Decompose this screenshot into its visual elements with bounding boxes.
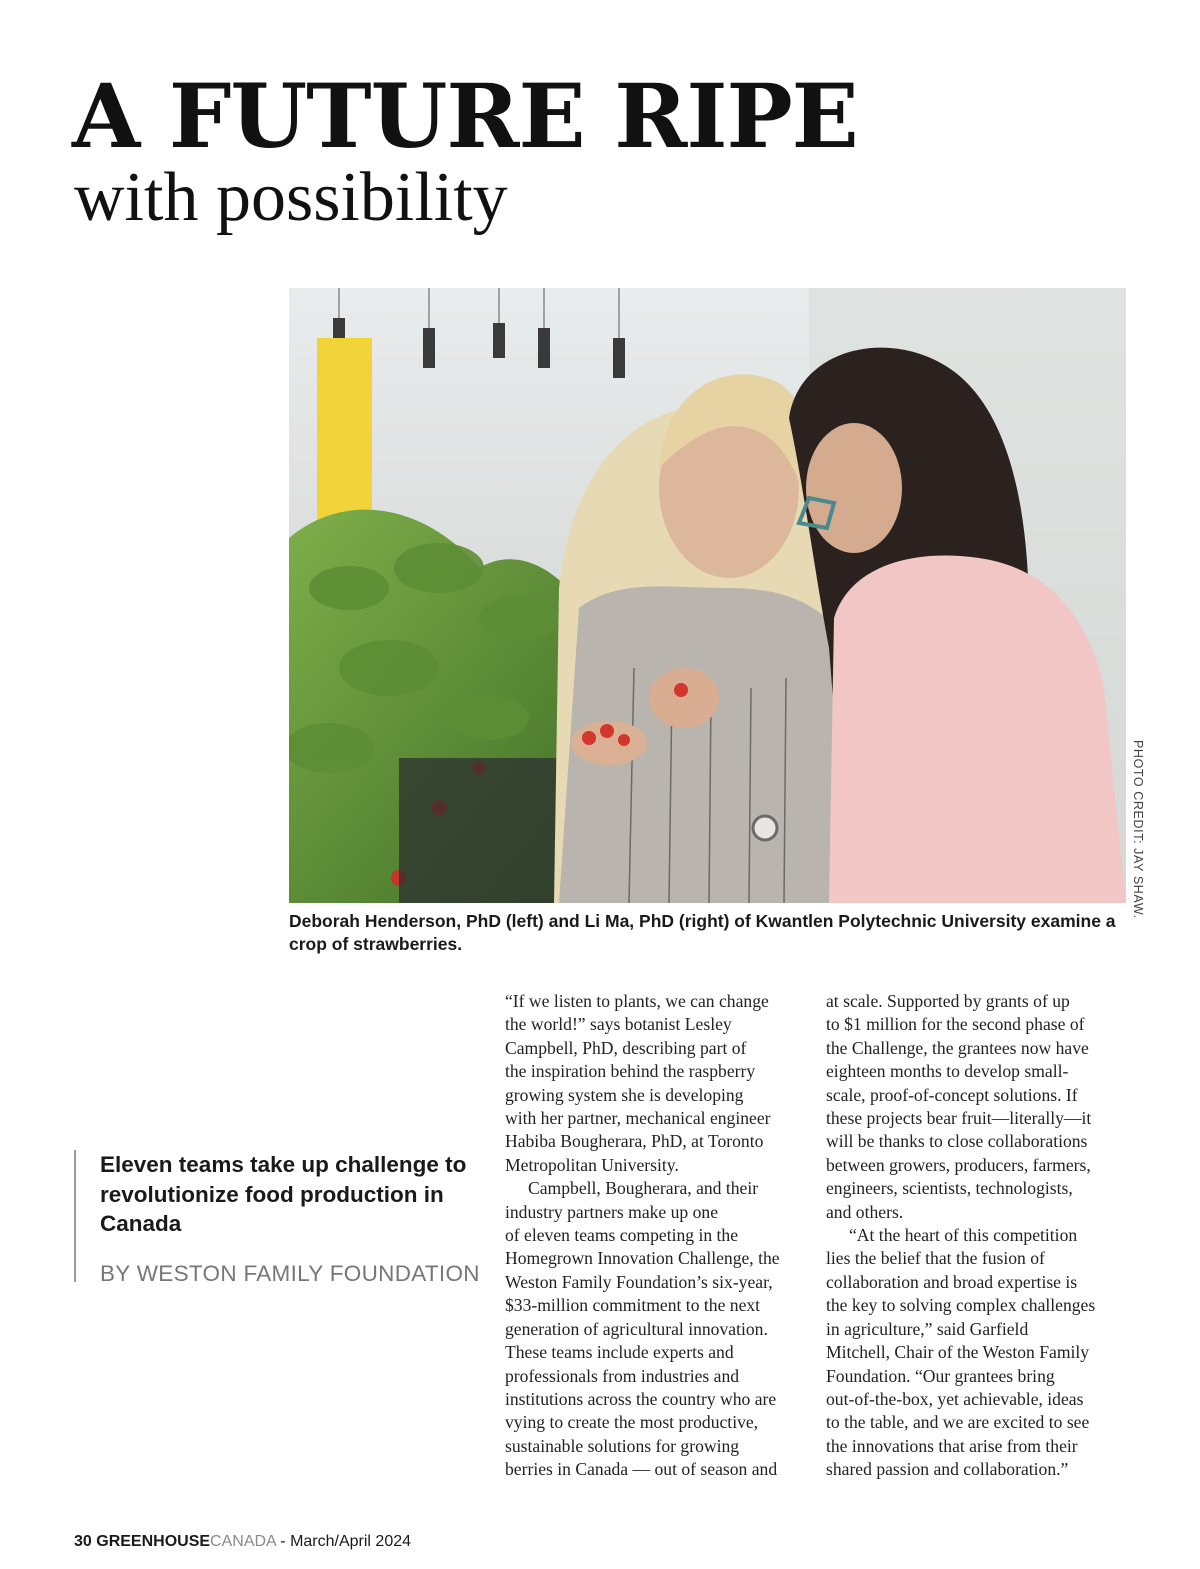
- body-line: Weston Family Foundation’s six-year,: [505, 1271, 773, 1292]
- body-line: will be thanks to close collaborations: [826, 1131, 1088, 1152]
- body-line: Mitchell, Chair of the Weston Family: [826, 1342, 1090, 1363]
- body-line: $33-million commitment to the next: [505, 1295, 761, 1316]
- body-line: “At the heart of this competition: [849, 1225, 1078, 1246]
- body-line: with her partner, mechanical engineer: [505, 1108, 771, 1129]
- sidebar-deck: [74, 1150, 494, 1286]
- body-line: the Challenge, the grantees now have: [826, 1037, 1089, 1058]
- photo-credit: PHOTO CREDIT: JAY SHAW.: [1131, 740, 1145, 919]
- body-line: institutions across the country who are: [505, 1388, 777, 1409]
- body-line: at scale. Supported by grants of up: [826, 991, 1070, 1011]
- body-line: “If we listen to plants, we can change: [505, 991, 769, 1011]
- magazine-name-light: CANADA: [210, 1533, 276, 1550]
- body-line: Homegrown Innovation Challenge, the: [505, 1248, 780, 1269]
- page-footer: [74, 1533, 411, 1551]
- body-line: Campbell, Bougherara, and their: [528, 1178, 759, 1199]
- body-line: between growers, producers, farmers,: [826, 1154, 1091, 1175]
- article-photo: [289, 288, 1126, 903]
- body-line: growing system she is developing: [505, 1084, 744, 1105]
- photo-caption: Deborah Henderson, PhD (left) and Li Ma, PhD (right) of Kwantlen Polytechnic University examine a crop of strawberries.: [289, 911, 1116, 954]
- issue-date: - March/April 2024: [280, 1533, 412, 1550]
- body-line: of eleven teams competing in the: [505, 1225, 739, 1246]
- body-line: collaboration and broad expertise is: [826, 1271, 1078, 1292]
- body-line: these projects bear fruit—literally—it: [826, 1108, 1092, 1129]
- body-line: the innovations that arise from their: [826, 1435, 1078, 1456]
- headline: A FUTURE RIPE: [72, 64, 858, 168]
- greenhouse-strawberry-photo-icon: [289, 288, 1126, 903]
- byline: BY WESTON FAMILY FOUNDATION: [100, 1260, 480, 1286]
- body-line: in agriculture,” said Garfield: [826, 1318, 1029, 1339]
- body-line: to $1 million for the second phase of: [826, 1014, 1085, 1035]
- body-line: Foundation. “Our grantees bring: [826, 1365, 1055, 1386]
- body-line: Campbell, PhD, describing part of: [505, 1037, 747, 1058]
- body-column-2: [826, 990, 1126, 1482]
- body-column-1: [505, 990, 810, 1482]
- body-line: professionals from industries and: [505, 1365, 740, 1386]
- body-line: vying to create the most productive,: [505, 1412, 759, 1433]
- body-line: scale, proof-of-concept solutions. If: [826, 1084, 1078, 1105]
- body-line: These teams include experts and: [505, 1342, 734, 1363]
- body-line: the world!” says botanist Lesley: [505, 1014, 732, 1035]
- body-line: the key to solving complex challenges: [826, 1295, 1096, 1316]
- body-line: generation of agricultural innovation.: [505, 1318, 768, 1339]
- body-line: sustainable solutions for growing: [505, 1435, 740, 1456]
- body-line: berries in Canada — out of season and: [505, 1459, 778, 1480]
- page-number: 30: [74, 1533, 92, 1550]
- body-line: lies the belief that the fusion of: [826, 1248, 1045, 1269]
- body-line: shared passion and collaboration.”: [826, 1459, 1069, 1480]
- body-line: industry partners make up one: [505, 1201, 719, 1222]
- body-line: engineers, scientists, technologists,: [826, 1178, 1073, 1199]
- body-line: Habiba Bougherara, PhD, at Toronto: [505, 1131, 764, 1152]
- body-line: the inspiration behind the raspberry: [505, 1061, 756, 1082]
- deck-text: Eleven teams take up challenge to revolutionize food production in Canada: [100, 1152, 467, 1236]
- body-line: eighteen months to develop small-: [826, 1061, 1069, 1082]
- body-line: and others.: [826, 1201, 904, 1222]
- body-line: to the table, and we are excited to see: [826, 1412, 1090, 1433]
- body-line: Metropolitan University.: [505, 1154, 679, 1175]
- subheadline: with possibility: [74, 159, 508, 236]
- magazine-name-bold: GREENHOUSE: [96, 1533, 211, 1550]
- body-line: out-of-the-box, yet achievable, ideas: [826, 1388, 1084, 1409]
